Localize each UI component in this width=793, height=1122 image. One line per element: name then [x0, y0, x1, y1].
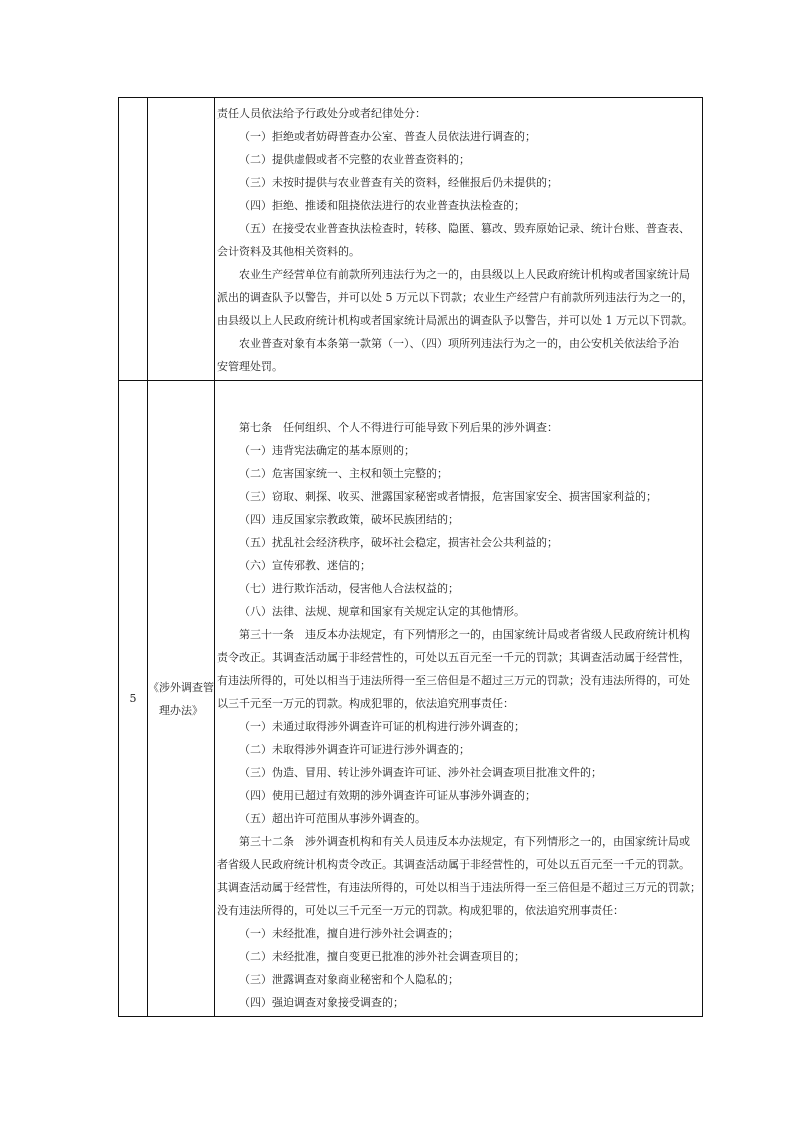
text-line: 派出的调查队予以警告，并可以处 5 万元以下罚款；农业生产经营户有前款所列违法行为之一的， — [217, 291, 693, 304]
text-line: （六）宣传邪教、迷信的； — [239, 559, 371, 572]
text-line: （一）未经批准，擅自进行涉外社会调查的； — [239, 927, 459, 940]
text-line: 其调查活动属于经营性，有违法所得的，可处以相当于违法所得一至三倍但是不超过三万元的罚款； — [217, 881, 701, 894]
text-line: （七）进行欺诈活动，侵害他人合法权益的； — [239, 582, 459, 595]
text-line: （四）使用已超过有效期的涉外调查许可证从事涉外调查的； — [239, 789, 536, 802]
text-line: （五）超出许可范围从事涉外调查的。 — [239, 812, 426, 825]
text-line: （八）法律、法规、规章和国家有关规定认定的其他情形。 — [239, 605, 525, 618]
regulation-title-cell — [148, 381, 215, 1017]
text-line: 有违法所得的，可处以相当于违法所得一至三倍但是不超过三万元的罚款；没有违法所得的，可处 — [217, 674, 690, 687]
text-line: 会计资料及其他相关资料的。 — [217, 245, 360, 258]
regulation-content-cell — [215, 381, 703, 1017]
text-line: （三）伪造、冒用、转让涉外调查许可证、涉外社会调查项目批准文件的； — [239, 766, 602, 779]
text-line: 者省级人民政府统计机构责令改正。其调查活动属于非经营性的，可处以五百元至一千元的罚款。 — [217, 858, 690, 871]
text-line: 安管理处罚。 — [217, 360, 283, 373]
text-line: （五）在接受农业普查执法检查时，转移、隐匿、篡改、毁弃原始记录、统计台账、普查表、 — [239, 222, 690, 235]
regulation-title-line: 理办法》 — [159, 703, 203, 717]
regulation-content-cell — [215, 98, 703, 381]
text-line: 第七条 任何组织、个人不得进行可能导致下列后果的涉外调查： — [239, 421, 558, 434]
text-line: （二）危害国家统一、主权和领土完整的； — [239, 467, 448, 480]
regulation-title-cell — [148, 98, 215, 381]
text-line: 由县级以上人民政府统计机构或者国家统计局派出的调查队予以警告，并可以处 1 万元以下罚款。 — [217, 314, 693, 327]
text-line: （一）未通过取得涉外调查许可证的机构进行涉外调查的； — [239, 720, 525, 733]
row-number-cell — [119, 98, 148, 381]
text-line: （三）未按时提供与农业普查有关的资料，经催报后仍未提供的； — [239, 176, 558, 189]
text-line: （四）拒绝、推诿和阻挠依法进行的农业普查执法检查的； — [239, 199, 525, 212]
text-line: （二）未经批准，擅自变更已批准的涉外社会调查项目的； — [239, 950, 525, 963]
table-row — [119, 98, 703, 381]
text-line: （二）未取得涉外调查许可证进行涉外调查的； — [239, 743, 470, 756]
text-line: （二）提供虚假或者不完整的农业普查资料的； — [239, 153, 470, 166]
text-line: 第三十一条 违反本办法规定，有下列情形之一的，由国家统计局或者省级人民政府统计机构 — [239, 628, 690, 641]
text-line: 责令改正。其调查活动属于非经营性的，可处以五百元至一千元的罚款；其调查活动属于经营性， — [217, 651, 690, 664]
text-line: （一）违背宪法确定的基本原则的； — [239, 444, 415, 457]
text-line: （四）强迫调查对象接受调查的； — [239, 996, 404, 1009]
regulation-title-line: 《涉外调查管 — [148, 680, 214, 694]
text-line: （一）拒绝或者妨碍普查办公室、普查人员依法进行调查的； — [239, 130, 536, 143]
table-row — [119, 381, 703, 1017]
text-line: 责任人员依法给予行政处分或者纪律处分： — [217, 107, 426, 120]
row-number-cell: 5 — [119, 381, 148, 1017]
text-line: 第三十二条 涉外调查机构和有关人员违反本办法规定，有下列情形之一的，由国家统计局或 — [239, 835, 690, 848]
text-line: 没有违法所得的，可处以三千元至一万元的罚款。构成犯罪的，依法追究刑事责任： — [217, 904, 624, 917]
text-line: （四）违反国家宗教政策，破坏民族团结的； — [239, 513, 459, 526]
text-line: 以三千元至一万元的罚款。构成犯罪的，依法追究刑事责任： — [217, 697, 514, 710]
text-line: （三）泄露调查对象商业秘密和个人隐私的； — [239, 973, 459, 986]
text-line: 农业普查对象有本条第一款第（一）、（四）项所列违法行为之一的，由公安机关依法给予治 — [239, 337, 679, 350]
text-line: 农业生产经营单位有前款所列违法行为之一的，由县级以上人民政府统计机构或者国家统计局 — [239, 268, 690, 281]
text-line: （五）扰乱社会经济秩序，破坏社会稳定，损害社会公共利益的； — [239, 536, 558, 549]
text-line: （三）窃取、刺探、收买、泄露国家秘密或者情报，危害国家安全、损害国家利益的； — [239, 490, 657, 503]
regulations-table — [118, 97, 703, 1017]
